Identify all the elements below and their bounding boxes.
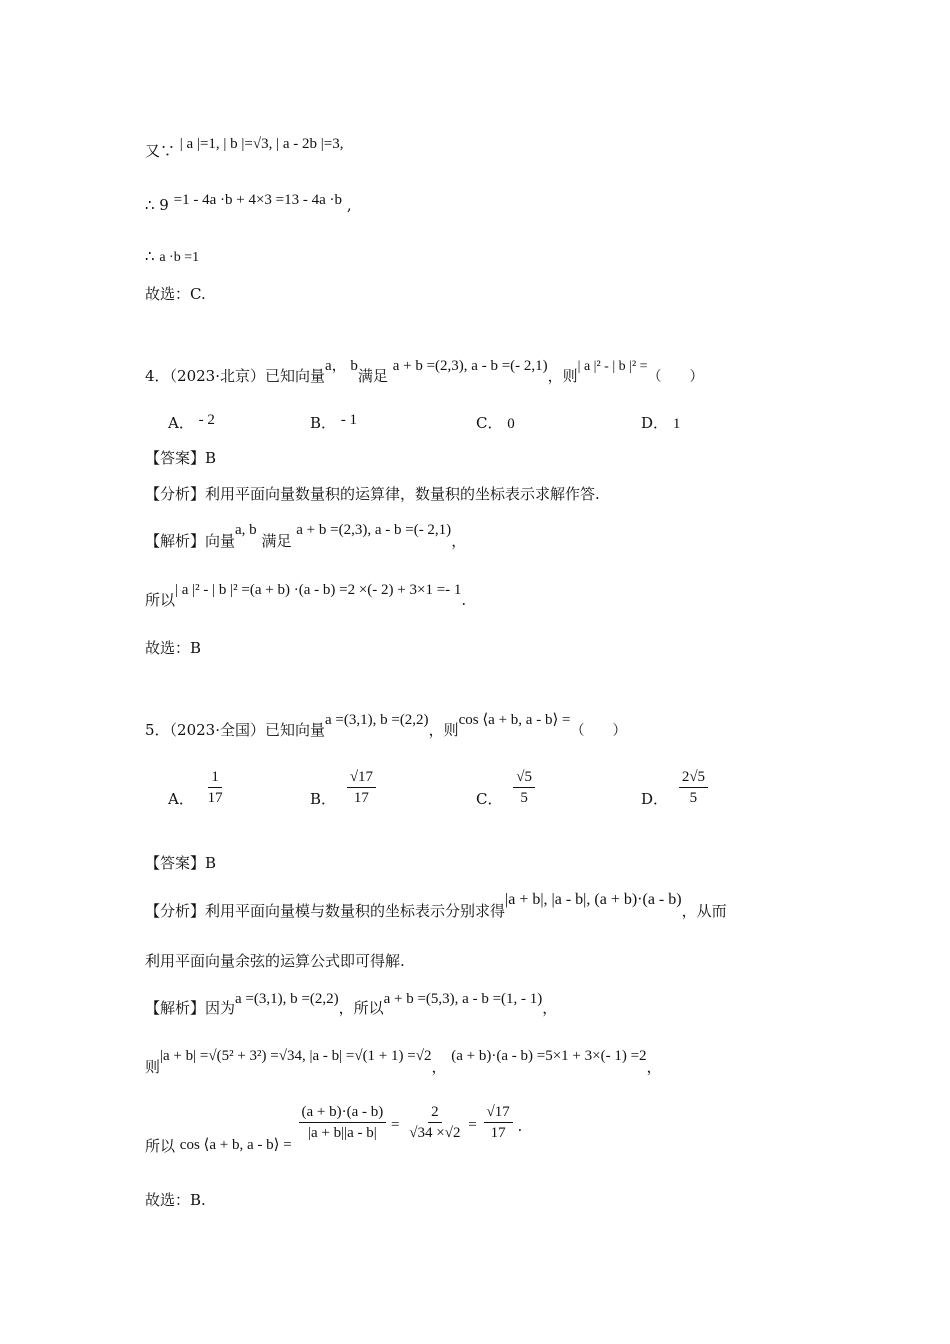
q5-option-a-label: A． bbox=[168, 789, 194, 808]
given-line bbox=[145, 132, 344, 160]
choose-c: 故选：C. bbox=[145, 285, 206, 303]
q5-l2-sep: ， bbox=[431, 1058, 447, 1076]
q5-option-d-label: D． bbox=[641, 789, 669, 808]
q4-sol-vec: a, b bbox=[235, 522, 257, 538]
q5-option-b-den: 17 bbox=[353, 790, 369, 806]
q5-option-c[interactable] bbox=[476, 767, 535, 808]
q5-option-d-den: 5 bbox=[689, 790, 698, 806]
q5-option-c-label: C． bbox=[476, 789, 503, 808]
q5-l3-frac2 bbox=[406, 1102, 463, 1143]
given-prefix: 又∵ bbox=[145, 142, 176, 160]
q4-sol-end: ， bbox=[451, 532, 467, 550]
q4-option-b[interactable] bbox=[310, 412, 357, 433]
q5-option-a-num: 1 bbox=[208, 767, 222, 788]
q4-sol-prefix: 【解析】向量 bbox=[145, 532, 236, 550]
q4-stem-cond: a + b =(2,3), a - b =(- 2,1) bbox=[392, 358, 548, 374]
q5-sol-end: ， bbox=[542, 999, 558, 1017]
q5-option-d-frac bbox=[679, 767, 708, 808]
q5-solution-3 bbox=[145, 1102, 523, 1155]
q4-option-b-label: B． bbox=[310, 414, 337, 432]
q4-sol-cond: a + b =(2,3), a - b =(- 2,1) bbox=[296, 522, 452, 538]
q5-sol-cond: a =(3,1), b =(2,2) bbox=[235, 991, 339, 1007]
q4-sol2-math: | a |² - | b |² =(a + b) ·(a - b) =2 ×(- 2) + 3×1 =- 1 bbox=[175, 582, 462, 598]
q5-analysis bbox=[145, 888, 727, 920]
q5-l3-frac2-den: √34 ×√2 bbox=[409, 1125, 461, 1141]
q5-sol-prefix: 【解析】因为 bbox=[145, 999, 236, 1017]
q4-option-c-label: C． bbox=[476, 414, 503, 432]
q4-sol2-end: . bbox=[461, 591, 467, 609]
therefore-line-1 bbox=[145, 190, 352, 214]
q5-stem bbox=[145, 708, 627, 739]
q4-stem-paren: （ ） bbox=[647, 369, 704, 385]
q5-l3-eq2: = bbox=[468, 1116, 477, 1133]
q5-l3-end: . bbox=[517, 1116, 523, 1135]
q4-option-a-value: - 2 bbox=[198, 412, 215, 428]
q4-sol2-prefix: 所以 bbox=[145, 591, 176, 609]
q5-l3-prefix: 所以 bbox=[145, 1136, 176, 1155]
q5-option-a[interactable] bbox=[168, 767, 226, 808]
q5-l3-frac1-den: |a + b||a - b| bbox=[307, 1125, 377, 1141]
q5-analysis-math: |a + b|, |a - b|, (a + b)·(a - b) bbox=[505, 891, 682, 908]
q4-stem-mid: 满足 bbox=[357, 367, 388, 385]
q4-stem-vec: a， b bbox=[325, 358, 358, 374]
q4-stem-prefix: 4．（2023·北京）已知向量 bbox=[145, 367, 325, 385]
q5-l3-eq1: = bbox=[391, 1116, 400, 1133]
q4-option-d-label: D． bbox=[641, 414, 669, 432]
q4-option-a[interactable] bbox=[168, 412, 215, 433]
q5-answer: 【答案】B bbox=[145, 854, 217, 872]
q4-answer: 【答案】B bbox=[145, 449, 217, 467]
q5-sol-res: a + b =(5,3), a - b =(1, - 1) bbox=[383, 991, 543, 1007]
q5-option-d[interactable] bbox=[641, 767, 708, 808]
therefore-line-2 bbox=[145, 247, 199, 266]
q4-stem bbox=[145, 354, 704, 385]
q4-analysis: 【分析】利用平面向量数量积的运算律，数量积的坐标表示求解作答. bbox=[145, 485, 600, 503]
q5-stem-prefix: 5．（2023·全国）已知向量 bbox=[145, 721, 325, 739]
q5-option-c-den: 5 bbox=[520, 790, 528, 806]
therefore-prefix-1: ∴ 9 bbox=[145, 196, 169, 214]
q5-l2-end: ， bbox=[646, 1058, 662, 1076]
q5-choose: 故选：B. bbox=[145, 1191, 206, 1209]
q5-l3-frac2-num: 2 bbox=[428, 1102, 442, 1123]
q4-option-c-value: 0 bbox=[507, 416, 515, 432]
q5-analysis-b: ，从而 bbox=[681, 902, 727, 920]
therefore-math-1: =1 - 4a ·b + 4×3 =13 - 4a ·b bbox=[173, 192, 343, 208]
q5-solution-2 bbox=[145, 1044, 662, 1076]
q5-analysis-a: 【分析】利用平面向量模与数量积的坐标表示分别求得 bbox=[145, 902, 506, 920]
q4-solution bbox=[145, 518, 467, 550]
q5-stem-then: ，则 bbox=[428, 721, 459, 739]
q4-option-a-label: A． bbox=[168, 414, 194, 432]
q4-option-b-value: - 1 bbox=[340, 412, 358, 428]
q5-sol-mid: ，所以 bbox=[338, 999, 384, 1017]
given-math: | a |=1, | b |=√3, | a - 2b |=3, bbox=[179, 136, 344, 152]
q4-option-d[interactable] bbox=[641, 412, 680, 433]
q5-stem-cond: a =(3,1), b =(2,2) bbox=[325, 712, 429, 728]
q4-option-c[interactable] bbox=[476, 412, 515, 433]
therefore-math-2: a ·b =1 bbox=[159, 250, 200, 265]
q5-l3-frac1-num: (a + b)·(a - b) bbox=[299, 1102, 387, 1123]
q5-l2-math2: (a + b)·(a - b) =5×1 + 3×(- 1) =2 bbox=[451, 1048, 647, 1064]
q5-l3-frac1 bbox=[299, 1102, 387, 1143]
q5-option-b-label: B． bbox=[310, 789, 337, 808]
q5-option-c-frac bbox=[513, 767, 535, 808]
q5-l3-frac3-den: 17 bbox=[490, 1125, 506, 1141]
q4-choose: 故选：B bbox=[145, 639, 202, 657]
q5-solution-1 bbox=[145, 987, 558, 1017]
q5-l3-frac3 bbox=[484, 1102, 513, 1143]
q5-stem-expr: cos ⟨a + b, a - b⟩ = bbox=[458, 712, 571, 728]
q5-option-a-frac bbox=[205, 767, 226, 808]
therefore-suffix-1: , bbox=[346, 196, 352, 214]
q4-stem-expr: | a |² - | b |² = bbox=[577, 359, 648, 374]
q5-option-c-num: √5 bbox=[513, 767, 535, 788]
q4-sol-mid: 满足 bbox=[261, 532, 292, 550]
q5-l3-lhs: cos ⟨a + b, a - b⟩ = bbox=[179, 1136, 292, 1153]
q4-stem-then: ，则 bbox=[547, 367, 578, 385]
q5-l2-prefix: 则 bbox=[145, 1058, 161, 1076]
q5-stem-paren: （ ） bbox=[570, 723, 627, 739]
q5-analysis-cont: 利用平面向量余弦的运算公式即可得解. bbox=[145, 952, 405, 970]
q5-option-a-den: 17 bbox=[207, 790, 223, 806]
q4-solution-2 bbox=[145, 578, 467, 609]
q4-option-d-value: 1 bbox=[672, 416, 681, 432]
q5-option-b-num: √17 bbox=[347, 767, 376, 788]
q5-l3-frac3-num: √17 bbox=[484, 1102, 513, 1123]
q5-l2-math: |a + b| =√(5² + 3²) =√34, |a - b| =√(1 + 1) =√2 bbox=[160, 1048, 432, 1064]
q5-option-b[interactable] bbox=[310, 767, 376, 808]
q5-option-b-frac bbox=[347, 767, 376, 808]
therefore-prefix-2: ∴ bbox=[145, 247, 155, 265]
q5-option-d-num: 2√5 bbox=[679, 767, 708, 788]
